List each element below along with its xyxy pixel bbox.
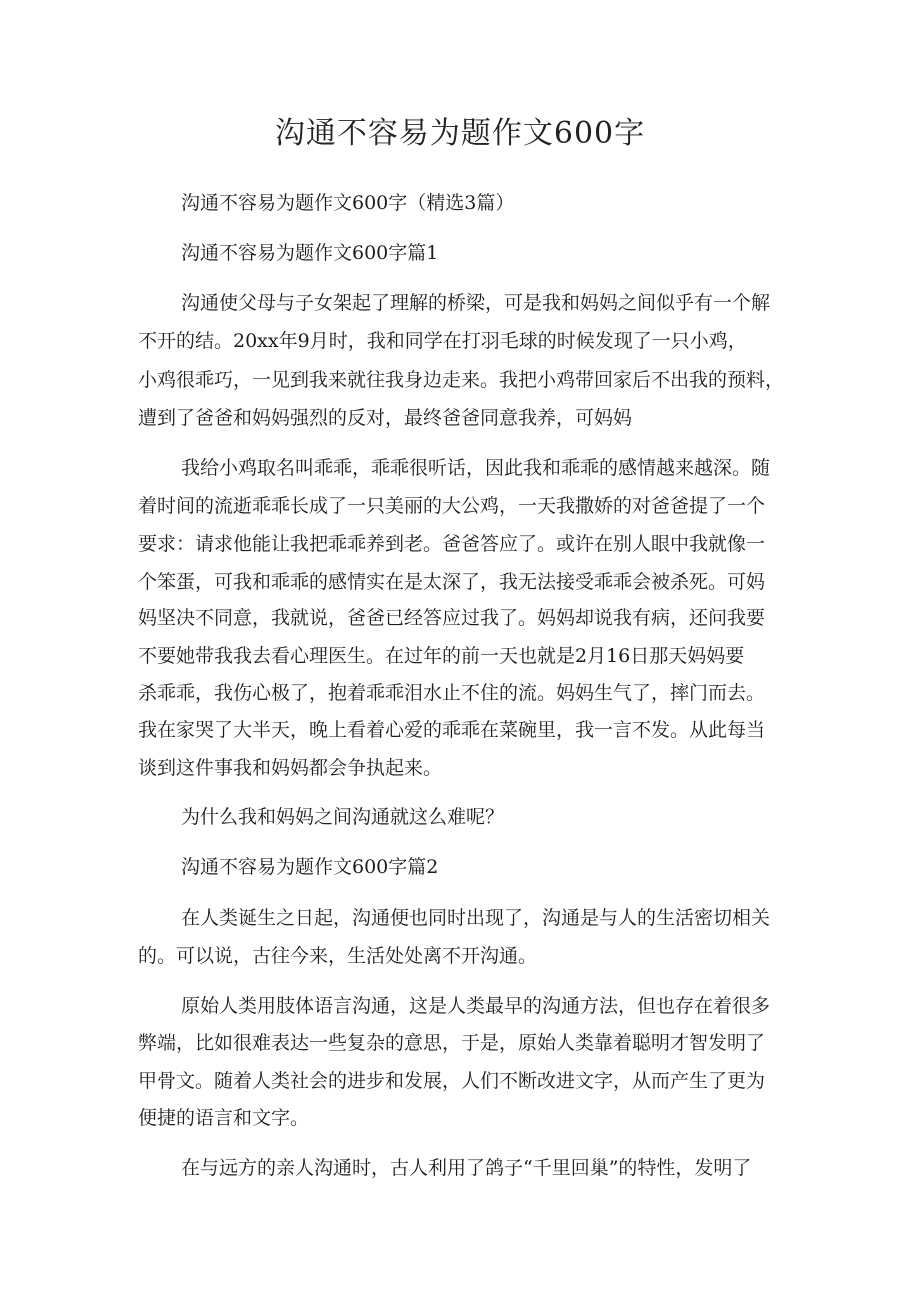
paragraph-2-line: 要求：请求他能让我把乖乖养到老。爸爸答应了。或许在别人眼中我就像一 — [138, 533, 766, 555]
section-heading-2: 沟通不容易为题作文600字篇2 — [181, 856, 439, 878]
document-subtitle: 沟通不容易为题作文600字（精选3篇） — [181, 192, 515, 214]
paragraph-5-line: 原始人类用肢体语言沟通，这是人类最早的沟通方法，但也存在着很多 — [181, 995, 771, 1017]
paragraph-4-line: 在人类诞生之日起，沟通便也同时出现了，沟通是与人的生活密切相关 — [181, 907, 771, 929]
paragraph-1-line: 小鸡很乖巧，一见到我来就往我身边走来。我把小鸡带回家后不出我的预料， — [138, 369, 785, 391]
paragraph-1-line: 不开的结。20xx年9月时，我和同学在打羽毛球的时候发现了一只小鸡， — [138, 330, 747, 352]
paragraph-5-line: 便捷的语言和文字。 — [138, 1107, 310, 1129]
paragraph-5-line: 甲骨文。随着人类社会的进步和发展，人们不断改进文字，从而产生了更为 — [138, 1070, 766, 1092]
paragraph-6-line: 在与远方的亲人沟通时，古人利用了鸽子“千里回巢”的特性，发明了 — [181, 1157, 752, 1179]
paragraph-2-line: 我在家哭了大半天，晚上看着心爱的乖乖在菜碗里，我一言不发。从此每当 — [138, 719, 766, 741]
paragraph-2-line: 我给小鸡取名叫乖乖，乖乖很听话，因此我和乖乖的感情越来越深。随 — [181, 457, 771, 479]
section-heading-1: 沟通不容易为题作文600字篇1 — [181, 242, 439, 264]
paragraph-2-line: 个笨蛋，可我和乖乖的感情实在是太深了，我无法接受乖乖会被杀死。可妈 — [138, 571, 766, 593]
paragraph-2-line: 杀乖乖，我伤心极了，抱着乖乖泪水止不住的流。妈妈生气了，摔门而去。 — [138, 682, 766, 704]
paragraph-5-line: 弊端，比如很难表达一些复杂的意思，于是，原始人类靠着聪明才智发明了 — [138, 1032, 766, 1054]
paragraph-1-line: 沟通使父母与子女架起了理解的桥梁，可是我和妈妈之间似乎有一个解 — [181, 292, 771, 314]
document-title: 沟通不容易为题作文600字 — [274, 116, 646, 151]
paragraph-2-line: 不要她带我我去看心理医生。在过年的前一天也就是2月16日那天妈妈要 — [138, 645, 745, 667]
paragraph-2-line: 妈坚决不同意，我就说，爸爸已经答应过我了。妈妈却说我有病，还问我要 — [138, 607, 766, 629]
paragraph-2-line: 谈到这件事我和妈妈都会争执起来。 — [138, 757, 443, 779]
paragraph-4-line: 的。可以说，古往今来，生活处处离不开沟通。 — [138, 945, 538, 967]
paragraph-1-line: 遭到了爸爸和妈妈强烈的反对，最终爸爸同意我养，可妈妈 — [138, 407, 633, 429]
paragraph-2-line: 着时间的流逝乖乖长成了一只美丽的大公鸡，一天我撒娇的对爸爸提了一个 — [138, 495, 766, 517]
paragraph-3: 为什么我和妈妈之间沟通就这么难呢？ — [181, 806, 505, 828]
